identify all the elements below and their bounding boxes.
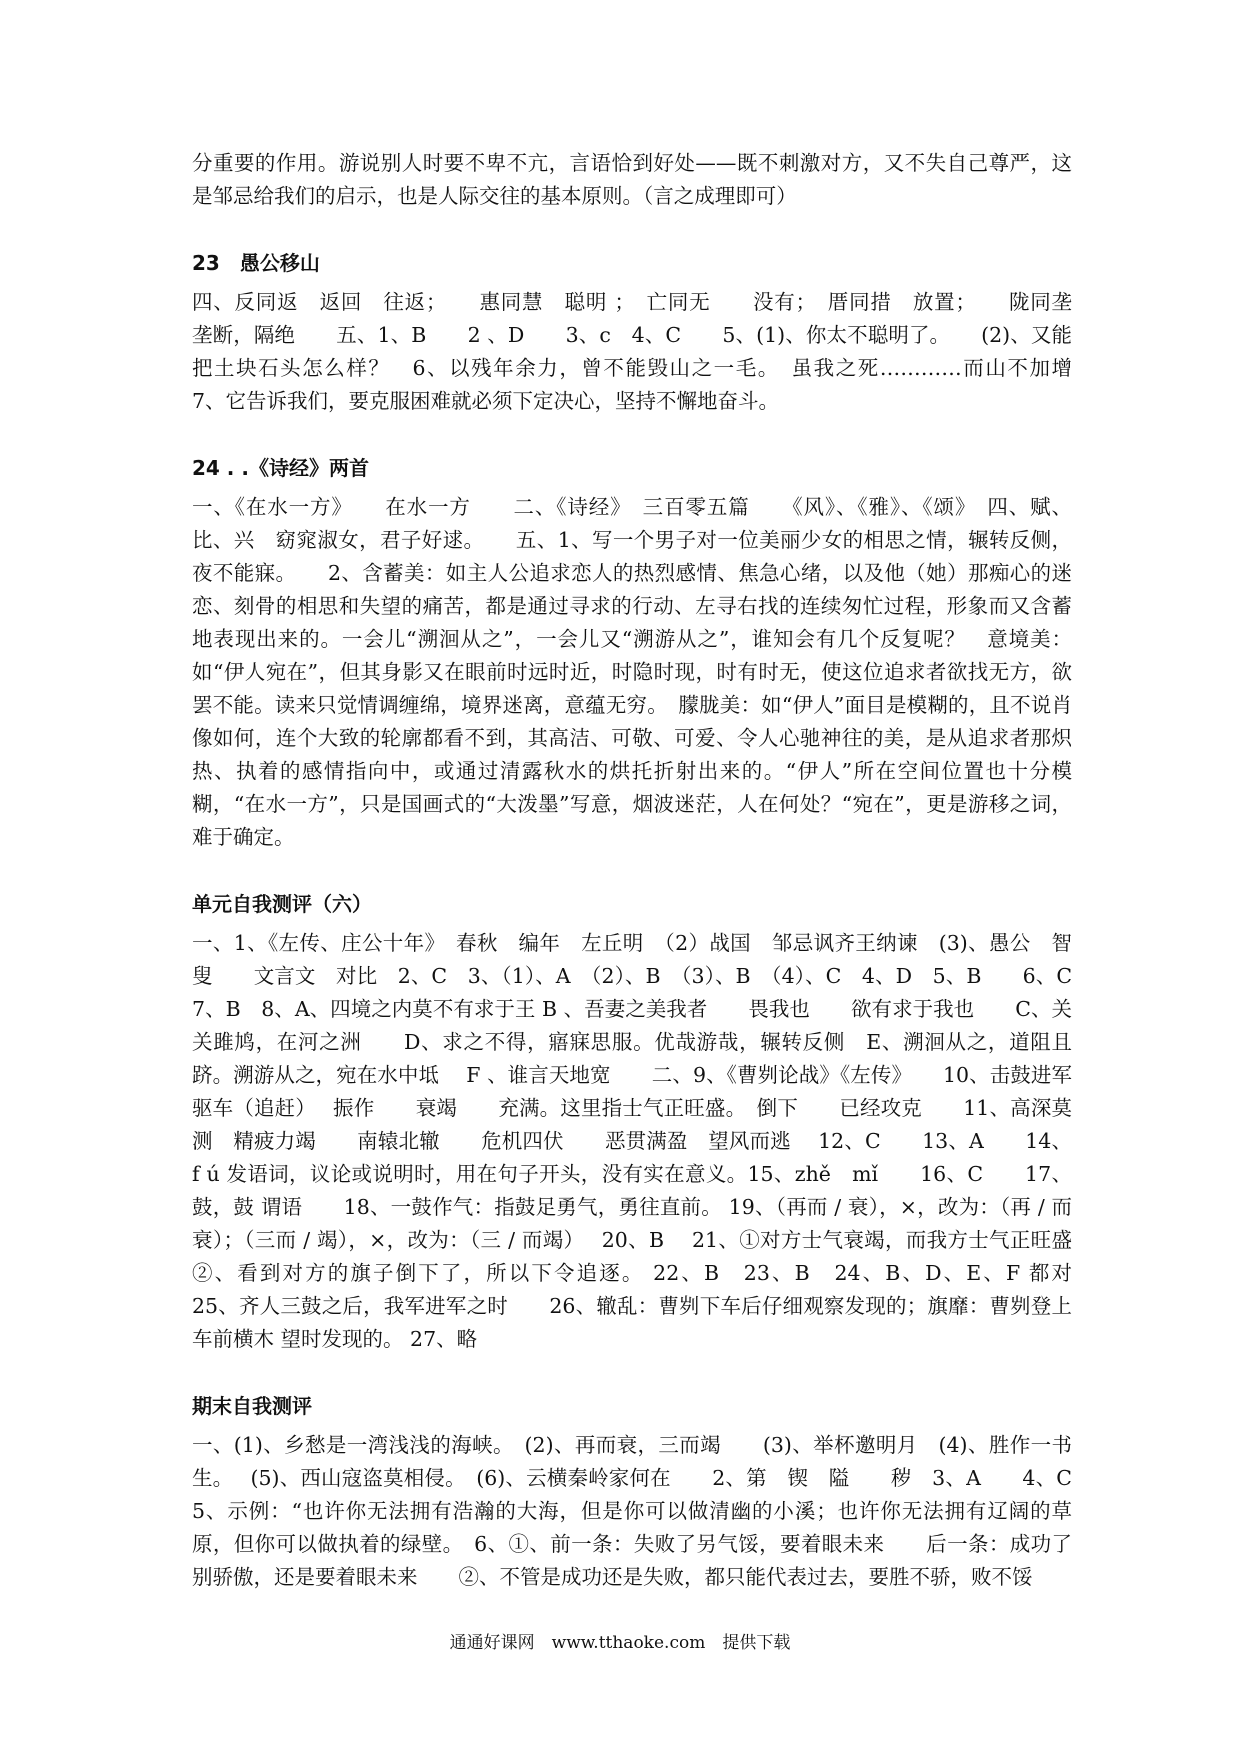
section-text: 一、(1)、乡愁是一湾浅浅的海峡。 (2)、再而衰，三而竭 (3)、举杯邀明月 (4)、胜作一书生。 (5)、西山寇盗莫相侵。 (6)、云横秦岭家何在 2、第 锲 隘 秽 3、A 4、C 5、示例：“也许你无法拥有浩瀚的大海，但是你可以做清幽的小溪；也许你无法拥有辽阔的草原，但你可以做执着的绿壁。 6、①、前一条：失败了另气馁，要着眼未来 后一条：成功了别骄傲，还是要着眼未来 ②、不管是成功还是失败，都只能代表过去，要胜不骄，败不馁 <box>192 1433 1113 1589</box>
section-intro <box>192 147 1072 213</box>
section-text: 一、《在水一方》 在水一方 二、《诗经》 三百零五篇 《风》、《雅》、《颂》 四、赋、比、兴 窈窕淑女，君子好逑。 五、1、写一个男子对一位美丽少女的相思之情，辗转反侧，夜不能寐。 2、含蓄美：如主人公追求恋人的热烈感情、焦急心绪，以及他（她）那痴心的迷恋、刻骨的相思和失望的痛苦，都是通过寻求的行动、左寻右找的连续匆忙过程，形象而又含蓄地表现出来的。一会儿“溯洄从之”，一会儿又“溯游从之”，谁知会有几个反复呢？ 意境美：如“伊人宛在”，但其身影又在眼前时远时近，时隐时现，时有时无，使这位追求者欲找无方，欲罢不能。读来只觉情调缠绵，境界迷离，意蕴无穷。 朦胧美：如“伊人”面目是模糊的，且不说肖像如何，连个大致的轮廓都看不到，其高洁、可敬、可爱、令人心驰神往的美，是从追求者那炽热、执着的感情指向中，或通过清露秋水的烘托折射出来的。“伊人”所在空间位置也十分模糊，“在水一方”，只是国画式的“大泼墨”写意，烟波迷茫，人在何处？“宛在”，更是游移之词，难于确定。 <box>192 495 1072 849</box>
section-heading: 23 愚公移山 <box>192 251 320 275</box>
section-final-test <box>192 1390 1113 1594</box>
section-text: 分重要的作用。游说别人时要不卑不亢，言语恰到好处——既不刺激对方，又不失自己尊严，这是邹忌给我们的启示，也是人际交往的基本原则。（言之成理即可） <box>192 151 1072 208</box>
page-footer: 通通好课网 www.tthaoke.com 提供下载 <box>449 1633 791 1653</box>
document-body <box>192 147 1113 1594</box>
section-text: 一、1、《左传、庄公十年》 春秋 编年 左丘明 （2）战国 邹忌讽齐王纳谏 (3)、愚公 智叟 文言文 对比 2、C 3、（1）、A （2）、B （3）、B （4）、C 4、D 5、B 6、C 7、B 8、A、四境之内莫不有求于王 B 、吾妻之美我者 畏我也 欲有求于我也 C、关关雎鸠，在河之洲 D、求之不得，寤寐思服。优哉游哉，辗转反侧 E、溯洄从之，道阻且跻。溯游从之，宛在水中坻 F 、谁言天地宽 二、9、《曹刿论战》《左传》 10、击鼓进军 驱车（追赶） 振作 衰竭 充满。这里指士气正旺盛。 倒下 已经攻克 11、高深莫测 精疲力竭 南辕北辙 危机四伏 恶贯满盈 望风而逃 12、C 13、A 14、f ú 发语词，议论或说明时，用在句子开头，没有实在意义。15、zhě mǐ 16、C 17、鼓，鼓 谓语 18、一鼓作气：指鼓足勇气，勇往直前。 19、（再而 / 衰），×，改为：（再 / 而衰）；（三而 / 竭），×，改为：（三 / 而竭） 20、B 21、①对方士气衰竭，而我方士气正旺盛 ②、看到对方的旗子倒下了，所以下令追逐。 22、B 23、B 24、B、D、E、F 都对 25、齐人三鼓之后，我军进军之时 26、辙乱：曹刿下车后仔细观察发现的；旗靡：曹刿登上车前横木 望时发现的。 27、略 <box>192 931 1113 1351</box>
section-heading: 24 . .《诗经》两首 <box>192 456 369 480</box>
section-heading: 期末自我测评 <box>192 1394 312 1418</box>
section-24 <box>192 452 1072 854</box>
section-23 <box>192 247 1113 418</box>
section-unit-test <box>192 888 1113 1356</box>
section-heading: 单元自我测评（六） <box>192 892 372 916</box>
section-text: 四、反同返 返回 往返； 惠同慧 聪明 ； 亡同无 没有； 厝同措 放置； 陇同垄 垄断，隔绝 五、1、B 2 、D 3、c 4、C 5、(1)、你太不聪明了。 (2)、又能把土块石头怎么样？ 6、以残年余力，曾不能毁山之一毛。 虽我之死…………而山不加增 7、它告诉我们，要克服困难就必须下定决心，坚持不懈地奋斗。 <box>192 290 1113 413</box>
